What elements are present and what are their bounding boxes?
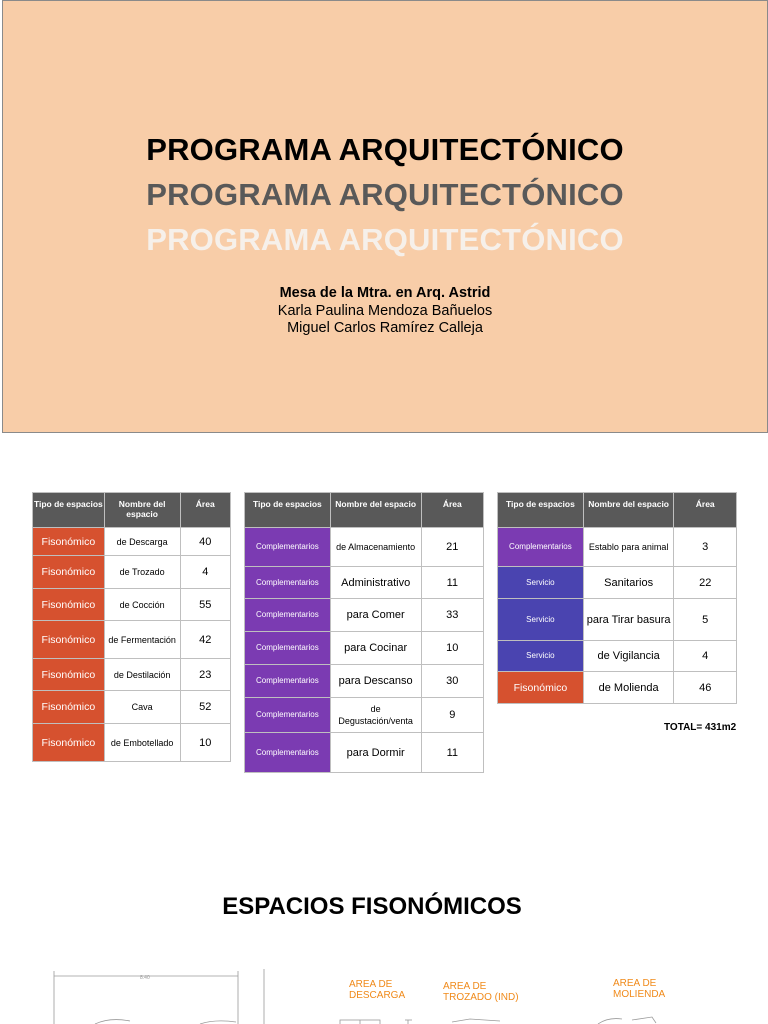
author-line: Miguel Carlos Ramírez Calleja [287,320,483,336]
table-row [245,528,484,567]
space-name-cell: de Trozado [104,556,180,589]
space-area-cell: 4 [674,641,737,672]
space-name-cell: para Dormir [330,733,421,773]
space-type-cell: Complementarios [245,567,331,599]
space-name-cell: Administrativo [330,567,421,599]
space-type-cell: Complementarios [498,528,584,567]
program-table-2 [244,492,484,773]
total-area: TOTAL= 431m2 [664,722,737,733]
header-name: Nombre del espacio [583,493,674,528]
plan-arc [95,1020,130,1024]
table-row [245,698,484,733]
table-row [245,665,484,698]
plan-line [632,1017,656,1023]
area-label-text: AREA DE DESCARGA [349,979,406,1001]
space-area-cell: 11 [421,567,483,599]
table-row [245,567,484,599]
table-row [498,672,737,704]
space-type-cell: Fisonómico [33,621,105,659]
table-row [33,724,231,762]
space-name-cell: de Vigilancia [583,641,674,672]
table-row [33,589,231,621]
table-row [498,599,737,641]
plan-arc [598,1019,622,1024]
space-type-cell: Servicio [498,567,584,599]
space-area-cell: 33 [421,599,483,632]
space-type-cell: Fisonómico [33,691,105,724]
space-area-cell: 55 [180,589,231,621]
table-row [33,659,231,691]
space-type-cell: Fisonómico [33,724,105,762]
space-name-cell: para Descanso [330,665,421,698]
space-name-cell: para Cocinar [330,632,421,665]
space-type-cell: Complementarios [245,632,331,665]
space-type-cell: Complementarios [245,665,331,698]
table-row [245,632,484,665]
author-line: Karla Paulina Mendoza Bañuelos [277,302,493,319]
header-type: Tipo de espacios [498,493,584,528]
space-name-cell: para Tirar basura [583,599,674,641]
space-area-cell: 40 [180,528,231,556]
area-label-text: AREA DE MOLIENDA [613,978,666,1000]
space-name-cell: de Almacenamiento [330,528,421,567]
header-name: Nombre del espacio [330,493,421,528]
space-type-cell: Fisonómico [33,556,105,589]
space-name-cell: Sanitarios [583,567,674,599]
space-name-cell: de Cocción [104,589,180,621]
space-area-cell: 10 [180,724,231,762]
area-label-trozado [443,981,533,1003]
table-row [498,641,737,672]
table-row [245,599,484,632]
space-name-cell: de Embotellado [104,724,180,762]
space-type-cell: Complementarios [245,733,331,773]
space-type-cell: Servicio [498,599,584,641]
plan-line [452,1019,500,1022]
space-area-cell: 42 [180,621,231,659]
title-line-black: PROGRAMA ARQUITECTÓNICO [146,132,624,167]
space-name-cell: de Destilación [104,659,180,691]
table-row [498,567,737,599]
advisor-line: Mesa de la Mtra. en Arq. Astrid [279,285,491,301]
space-area-cell: 5 [674,599,737,641]
program-table-1 [32,492,231,762]
table-row [498,528,737,567]
space-area-cell: 11 [421,733,483,773]
dimension-text: 8.40 [140,975,150,981]
space-type-cell: Fisonómico [498,672,584,704]
table-row [33,556,231,589]
space-area-cell: 52 [180,691,231,724]
space-type-cell: Fisonómico [33,528,105,556]
space-area-cell: 22 [674,567,737,599]
space-area-cell: 3 [674,528,737,567]
space-name-cell: de Descarga [104,528,180,556]
area-label-descarga [349,979,407,1001]
header-area: Área [180,493,231,528]
space-type-cell: Complementarios [245,528,331,567]
space-area-cell: 9 [421,698,483,733]
space-name-cell: Cava [104,691,180,724]
table-row [33,528,231,556]
header-type: Tipo de espacios [245,493,331,528]
space-area-cell: 21 [421,528,483,567]
table-row [33,691,231,724]
space-name-cell: Establo para animal [583,528,674,567]
space-name-cell: para Comer [330,599,421,632]
area-label-molienda [613,978,671,1000]
space-type-cell: Fisonómico [33,589,105,621]
header-area: Área [421,493,483,528]
header-area: Área [674,493,737,528]
space-area-cell: 23 [180,659,231,691]
space-area-cell: 4 [180,556,231,589]
header-type: Tipo de espacios [33,493,105,528]
space-area-cell: 10 [421,632,483,665]
space-area-cell: 30 [421,665,483,698]
table-row [33,621,231,659]
space-area-cell: 46 [674,672,737,704]
title-slide [2,0,768,433]
space-name-cell: de Degustación/venta [330,698,421,733]
space-type-cell: Fisonómico [33,659,105,691]
title-line-gray: PROGRAMA ARQUITECTÓNICO [146,177,624,212]
space-type-cell: Complementarios [245,698,331,733]
authors-block [3,285,767,338]
header-name: Nombre del espacio [104,493,180,528]
space-name-cell: de Molienda [583,672,674,704]
section-title: ESPACIOS FISONÓMICOS [222,893,522,920]
space-type-cell: Complementarios [245,599,331,632]
table-row [245,733,484,773]
space-name-cell: de Fermentación [104,621,180,659]
area-label-text: AREA DE TROZADO (IND) [443,981,519,1003]
program-table-3 [497,492,737,704]
space-type-cell: Servicio [498,641,584,672]
title-line-light: PROGRAMA ARQUITECTÓNICO [146,222,624,257]
